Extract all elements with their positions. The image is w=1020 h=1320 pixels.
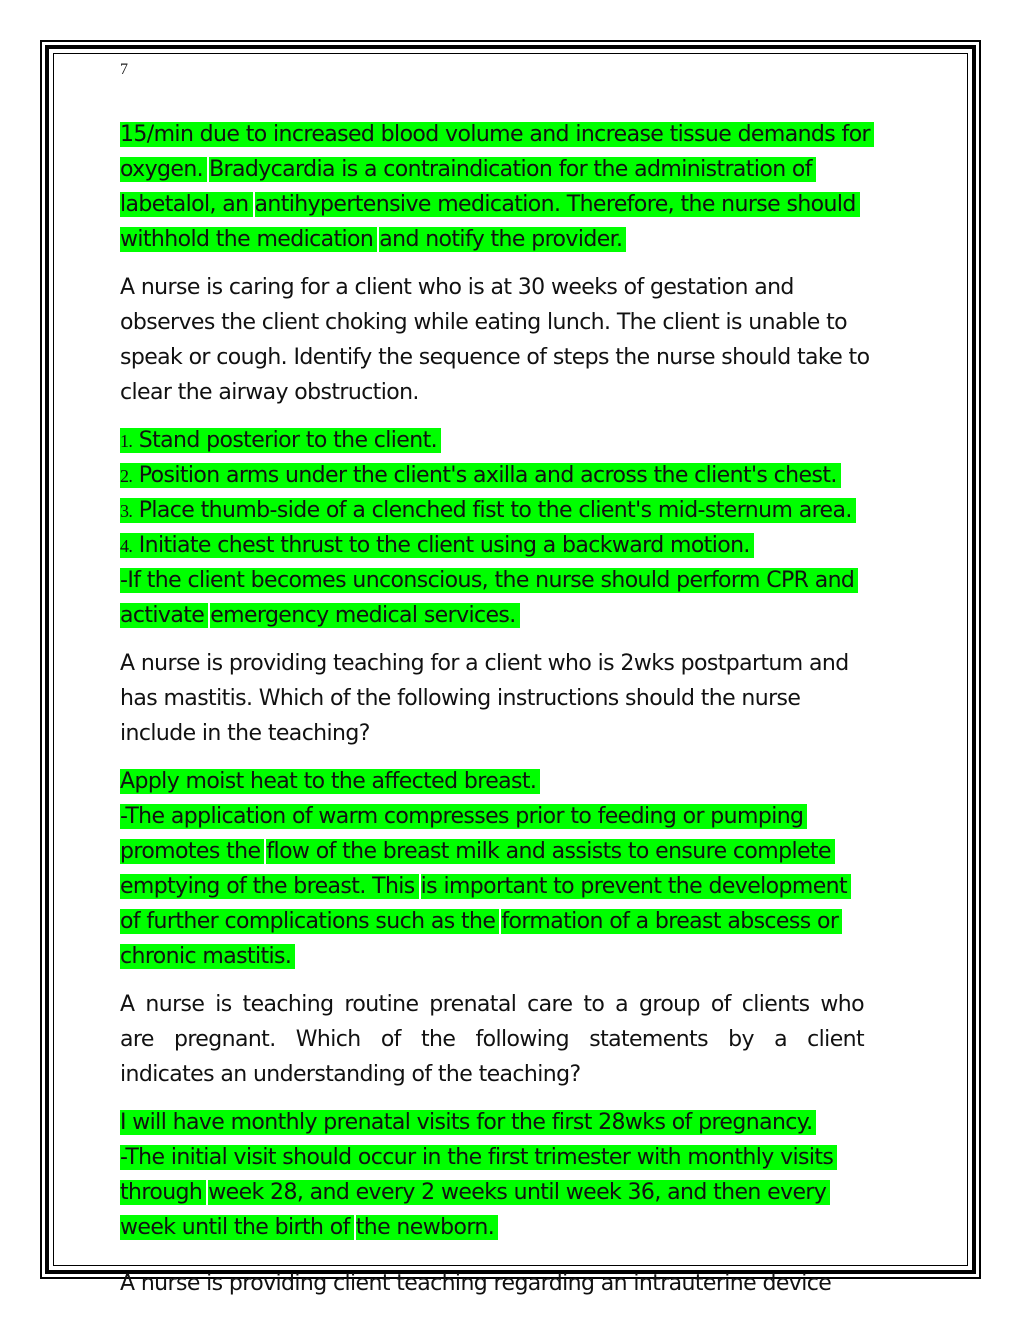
highlighted-text: Apply moist heat to the affected breast. xyxy=(120,769,540,794)
step-number: 3. xyxy=(120,501,133,521)
highlighted-text: Bradycardia is a contraindication for the administration of xyxy=(209,157,816,182)
question-3 xyxy=(120,987,910,1092)
step-line xyxy=(120,423,910,458)
answer-1 xyxy=(120,423,910,633)
text-line xyxy=(120,869,910,904)
step-text: Place thumb-side of a clenched fist to the client's mid-sternum area. xyxy=(138,498,852,523)
highlighted-text: withhold the medication xyxy=(120,227,377,252)
highlighted-text: oxygen. xyxy=(120,157,207,182)
highlighted-text: chronic mastitis. xyxy=(120,944,295,969)
highlighted-text: I will have monthly prenatal visits for the first 28wks of pregnancy. xyxy=(120,1110,816,1135)
cut-off-text: A nurse is providing client teaching regarding an intrauterine device xyxy=(120,1271,832,1296)
question-line: has mastitis. Which of the following instructions should the nurse xyxy=(120,686,801,711)
text-line xyxy=(120,117,910,152)
step-line xyxy=(120,493,910,528)
text-line xyxy=(120,1140,910,1175)
question-line: A nurse is caring for a client who is at 30 weeks of gestation and xyxy=(120,275,794,300)
question-line: A nurse is providing teaching for a client who is 2wks postpartum and xyxy=(120,651,849,676)
highlighted-text: promotes the xyxy=(120,839,264,864)
highlighted-text: week 28, and every 2 weeks until week 36, and then every xyxy=(208,1180,830,1205)
step-text: Position arms under the client's axilla and across the client's chest. xyxy=(138,463,837,488)
highlighted-text: emergency medical services. xyxy=(210,603,520,628)
text-line xyxy=(120,598,910,633)
step-number: 2. xyxy=(120,466,133,486)
step-item xyxy=(120,533,754,558)
step-item xyxy=(120,463,841,488)
question-1 xyxy=(120,270,910,410)
question-line: are pregnant. Which of the following statements by a client xyxy=(120,1027,864,1052)
step-text: Stand posterior to the client. xyxy=(138,428,437,453)
highlighted-text: activate xyxy=(120,603,208,628)
question-line: include in the teaching? xyxy=(120,721,370,746)
highlighted-text: antihypertensive medication. Therefore, the nurse should xyxy=(255,192,860,217)
highlighted-text: labetalol, an xyxy=(120,192,253,217)
step-item xyxy=(120,498,856,523)
rationale-block-1 xyxy=(120,117,910,257)
question-2 xyxy=(120,646,910,751)
question-line: indicates an understanding of the teaching? xyxy=(120,1062,581,1087)
highlighted-text: 15/min due to increased blood volume and increase tissue demands for xyxy=(120,122,874,147)
question-line: observes the client choking while eating lunch. The client is unable to xyxy=(120,310,847,335)
answer-3 xyxy=(120,1105,910,1245)
highlighted-text: and notify the provider. xyxy=(379,227,626,252)
highlighted-text: through xyxy=(120,1180,206,1205)
highlighted-text: the newborn. xyxy=(356,1215,498,1240)
highlighted-text: formation of a breast abscess or xyxy=(501,909,842,934)
text-line xyxy=(120,187,910,222)
text-line xyxy=(120,939,910,974)
text-line xyxy=(120,563,910,598)
text-line xyxy=(120,764,910,799)
highlighted-text: of further complications such as the xyxy=(120,909,499,934)
step-number: 4. xyxy=(120,536,133,556)
step-text: Initiate chest thrust to the client using a backward motion. xyxy=(138,533,750,558)
answer-2 xyxy=(120,764,910,974)
cut-off-text-line xyxy=(120,1266,910,1302)
step-line xyxy=(120,528,910,563)
text-line xyxy=(120,904,910,939)
highlighted-text: -The initial visit should occur in the first trimester with monthly visits xyxy=(120,1145,837,1170)
step-item xyxy=(120,428,441,453)
highlighted-text: is important to prevent the development xyxy=(421,874,851,899)
text-line xyxy=(120,1175,910,1210)
text-line xyxy=(120,222,910,257)
text-line xyxy=(120,799,910,834)
text-line xyxy=(120,1105,910,1140)
text-line xyxy=(120,834,910,869)
question-line: clear the airway obstruction. xyxy=(120,380,419,405)
question-line: A nurse is teaching routine prenatal care to a group of clients who xyxy=(120,992,864,1017)
document-body xyxy=(120,117,910,1245)
highlighted-text: -The application of warm compresses prior to feeding or pumping xyxy=(120,804,807,829)
highlighted-text: -If the client becomes unconscious, the nurse should perform CPR and xyxy=(120,568,858,593)
highlighted-text: flow of the breast milk and assists to ensure complete xyxy=(266,839,834,864)
step-number: 1. xyxy=(120,431,133,451)
text-line xyxy=(120,1210,910,1245)
page-number: 7 xyxy=(120,61,128,78)
text-line xyxy=(120,152,910,187)
step-line xyxy=(120,458,910,493)
question-line: speak or cough. Identify the sequence of steps the nurse should take to xyxy=(120,345,870,370)
highlighted-text: week until the birth of xyxy=(120,1215,354,1240)
highlighted-text: emptying of the breast. This xyxy=(120,874,419,899)
